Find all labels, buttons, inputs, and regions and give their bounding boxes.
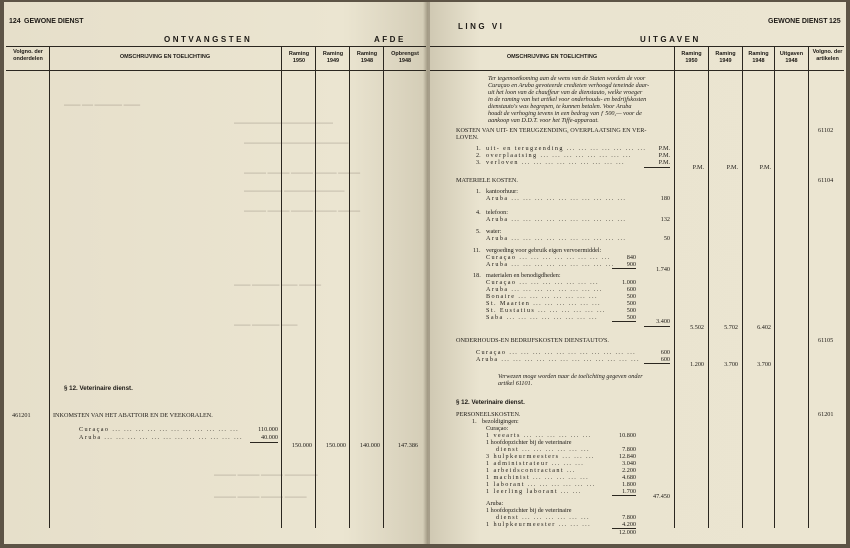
- materiele-line: Curaçao ... ... ... ... ... ... ...: [486, 279, 599, 286]
- col-header-raming-1949: Raming 1949: [322, 51, 344, 64]
- right-page-number: 125: [829, 18, 841, 25]
- kosten-item-value: P.M.: [658, 152, 670, 159]
- value-raming-1948: 140.000: [359, 442, 380, 449]
- onderhoud-line-label: Curaçao: [476, 349, 507, 356]
- materiele-group-title: vergoeding voor gebruik eigen vervoermiddel:: [486, 247, 602, 254]
- right-page-title-start: LING VI: [458, 22, 505, 31]
- left-page-number: 124: [9, 18, 21, 25]
- personeel-line-label: 1 administrateur: [486, 460, 549, 467]
- personeel-line-label: 1 veearts: [486, 432, 521, 439]
- personeel-line: 1 hoofdopzichter bij de veterinaire: [486, 507, 572, 514]
- materiele-group-no: 1.: [476, 188, 481, 195]
- personeel-line-label: 1 arbeidscontractant: [486, 467, 564, 474]
- sum-rule: [612, 495, 636, 496]
- column-divider: [674, 46, 675, 528]
- onderhoud-raming-1950: 1.200: [690, 361, 704, 368]
- personeel-line: 1 machinist ... ... ... ... ...: [486, 474, 590, 481]
- materiele-line-value: 840: [626, 254, 636, 261]
- materiele-raming-1949: 5.702: [724, 324, 738, 331]
- column-divider: [349, 46, 350, 528]
- kosten-title-cont: LOVEN.: [456, 134, 479, 141]
- col-header-omschrijving: OMSCHRIJVING EN TOELICHTING: [119, 54, 211, 60]
- kosten-item-no: 3.: [476, 159, 481, 166]
- personeel-line: 1 administrateur ... ... ...: [486, 460, 585, 467]
- materiele-raming-1950: 5.502: [690, 324, 704, 331]
- intro-note-line: houdt de verhoging tevens in een bedrag van ƒ 500,— voor de: [488, 110, 642, 117]
- right-page-title: UITGAVEN: [640, 35, 701, 44]
- value-raming-1949: 150.000: [325, 442, 346, 449]
- kosten-article: 61102: [818, 127, 834, 134]
- personeel-line-value: 3.040: [622, 460, 636, 467]
- intro-note-line: in de raming van het artikel voor onderhouds- en bedrijfskosten: [488, 96, 647, 103]
- onderhoud-raming-1948: 3.700: [757, 361, 771, 368]
- personeel-line-label: dienst: [496, 514, 520, 521]
- materiele-line-label: Curaçao: [486, 254, 517, 261]
- personeel-line-label: 1 laborant: [486, 481, 525, 488]
- materiele-line-value: 1.000: [622, 279, 636, 286]
- col-header-raming-1950: Raming 1950: [288, 51, 310, 64]
- personeel-line: 1 veearts ... ... ... ... ... ...: [486, 432, 592, 439]
- materiele-line: Saba ... ... ... ... ... ... ... ...: [486, 314, 598, 321]
- onderhoud-article: 61105: [818, 337, 834, 344]
- materiele-line-label: Aruba: [486, 235, 509, 242]
- personeel-line-value: 10.800: [618, 432, 636, 439]
- kosten-item: uit- en terugzending ... ... ... ... ... ... ...: [486, 145, 647, 152]
- value-raming-1950: 150.000: [291, 442, 312, 449]
- line-amount: 110.000: [258, 426, 278, 433]
- onderhoud-note: Verwezen moge worden naar de toelichting gegeven onder: [498, 373, 643, 380]
- intro-note-line: Curaçao en Aruba gevoteerde credieten verhoogd teneinde daar-: [488, 82, 650, 89]
- personeel-line-value: 2.200: [622, 467, 636, 474]
- onderhoud-line-label: Aruba: [476, 356, 499, 363]
- table-top-rule: [430, 46, 844, 47]
- kosten-item-label: uit- en terugzending: [486, 145, 564, 152]
- personeel-line-value: 4.200: [622, 521, 636, 528]
- materiele-title: MATERIELE KOSTEN.: [456, 177, 518, 184]
- intro-note-line: aankoop van D.D.T. voor het Tiffe-apparaat.: [488, 117, 599, 124]
- book-spread: [4, 2, 846, 544]
- materiele-group-total: 3.400: [656, 318, 670, 325]
- kosten-raming-1948: P.M.: [759, 164, 771, 171]
- materiele-line-value: 180: [660, 195, 670, 202]
- line-label: Aruba: [79, 434, 102, 441]
- section-heading: § 12. Veterinaire dienst.: [456, 399, 525, 406]
- personeel-region-total: 47.450: [652, 493, 670, 500]
- materiele-line-label: Aruba: [486, 195, 509, 202]
- sum-rule: [612, 321, 636, 322]
- kosten-item-value: P.M.: [658, 159, 670, 166]
- table-top-rule: [6, 46, 426, 47]
- materiele-line-value: 600: [626, 286, 636, 293]
- materiele-line-value: 900: [626, 261, 636, 268]
- kosten-item-label: verloven: [486, 159, 519, 166]
- personeel-line: 3 hulpkeurmeesters ... ... ...: [486, 453, 595, 460]
- column-divider: [742, 46, 743, 528]
- materiele-line: Aruba ... ... ... ... ... ... ... ...: [486, 286, 603, 293]
- materiele-group-no: 5.: [476, 228, 481, 235]
- materiele-article: 61104: [818, 177, 834, 184]
- personeel-line-value: 12.840: [618, 453, 636, 460]
- intro-note-line: Ter tegemoetkoming aan de wens van de Staten worden de voor: [488, 75, 646, 82]
- kosten-item-no: 1.: [476, 145, 481, 152]
- materiele-line: St. Eustatius ... ... ... ... ... ...: [486, 307, 606, 314]
- kosten-item-no: 2.: [476, 152, 481, 159]
- personeel-line-value: 7.800: [622, 514, 636, 521]
- materiele-line-value: 500: [626, 314, 636, 321]
- col-header-raming-1949: Raming 1949: [715, 51, 736, 64]
- materiele-line: Aruba ... ... ... ... ... ... ... ... ... ...: [486, 195, 627, 202]
- col-header-raming-1948: Raming 1948: [356, 51, 378, 64]
- personeel-region-title: Aruba:: [486, 500, 504, 507]
- value-opbrengst-1948: 147.386: [397, 442, 418, 449]
- personeel-line: 1 leerling laborant ... ...: [486, 488, 582, 495]
- materiele-line-label: Aruba: [486, 261, 509, 268]
- personeel-sub-title: bezoldigingen:: [482, 418, 519, 425]
- materiele-line: Aruba ... ... ... ... ... ... ... ... ... ...: [486, 216, 627, 223]
- materiele-line: Curaçao ... ... ... ... ... ... ... ...: [486, 254, 611, 261]
- line-item: Curaçao ... ... ... ... ... ... ... ... ... ... ...: [79, 426, 240, 433]
- kosten-raming-1950: P.M.: [692, 164, 704, 171]
- materiele-line-value: 500: [626, 300, 636, 307]
- col-header-uitgaven-1948: Uitgaven 1948: [779, 51, 804, 64]
- col-header-opbrengst-1948: Opbrengst 1948: [391, 51, 419, 64]
- column-divider: [49, 46, 50, 528]
- personeel-line-value: 4.680: [622, 474, 636, 481]
- personeel-sub-no: 1.: [472, 418, 477, 425]
- line-amount: 40.000: [260, 434, 278, 441]
- materiele-line-value: 50: [663, 235, 670, 242]
- onderhoud-line-value: 600: [660, 356, 670, 363]
- onderhoud-title: ONDERHOUDS-EN BEDRIJFSKOSTEN DIENSTAUTO'S.: [456, 337, 609, 344]
- personeel-line: 1 laborant ... ... ... ... ... ...: [486, 481, 596, 488]
- personeel-line-value: 1.700: [622, 488, 636, 495]
- onderhoud-line-value: 600: [660, 349, 670, 356]
- left-page-title: ONTVANGSTEN: [164, 35, 253, 44]
- materiele-raming-1948: 6.402: [757, 324, 771, 331]
- sum-rule: [612, 268, 636, 269]
- col-header-raming-1950: Raming 1950: [681, 51, 702, 64]
- item-volgno: 461201: [12, 412, 31, 419]
- materiele-line: Bonaire ... ... ... ... ... ... ...: [486, 293, 598, 300]
- col-header-omschrijving: OMSCHRIJVING EN TOELICHTING: [506, 54, 598, 60]
- personeel-line-label: 3 hulpkeurmeesters: [486, 453, 560, 460]
- materiele-line-value: 500: [626, 307, 636, 314]
- personeel-line-label: 1 machinist: [486, 474, 531, 481]
- materiele-line-label: Aruba: [486, 216, 509, 223]
- sum-rule: [644, 167, 670, 168]
- column-divider: [708, 46, 709, 528]
- personeel-line: dienst ... ... ... ... ... ...: [496, 514, 590, 521]
- materiele-group-no: 11.: [473, 247, 481, 254]
- column-divider: [774, 46, 775, 528]
- personeel-line-label: 1 hulpkeurmeester: [486, 521, 556, 528]
- materiele-line: Aruba ... ... ... ... ... ... ... ... ...: [486, 261, 615, 268]
- materiele-line-label: Saba: [486, 314, 504, 321]
- sum-rule: [250, 442, 278, 443]
- materiele-group-title: materialen en benodigdheden:: [486, 272, 561, 279]
- personeel-line-value: 7.800: [622, 446, 636, 453]
- table-header-rule: [430, 70, 844, 71]
- materiele-line-label: Curaçao: [486, 279, 517, 286]
- materiele-line: St. Maarten ... ... ... ... ... ...: [486, 300, 602, 307]
- table-header-rule: [6, 70, 426, 71]
- col-header-volgno: Volgno. der artikelen: [812, 49, 843, 62]
- materiele-line-label: Aruba: [486, 286, 509, 293]
- personeel-line: dienst ... ... ... ... ... ...: [496, 446, 590, 453]
- right-running-head: GEWONE DIENST: [768, 18, 828, 25]
- materiele-line-label: St. Eustatius: [486, 307, 536, 314]
- col-header-volgno: Volgno. der onderdelen: [13, 49, 43, 62]
- personeel-line: 1 arbeidscontractant ...: [486, 467, 576, 474]
- personeel-line-label: 1 leerling laborant: [486, 488, 558, 495]
- left-page-title-continued: AFDE: [374, 35, 406, 44]
- left-running-head: GEWONE DIENST: [24, 18, 84, 25]
- materiele-group-title: water:: [486, 228, 502, 235]
- line-item: Aruba ... ... ... ... ... ... ... ... ... ... ... ...: [79, 434, 243, 441]
- personeel-line: 1 hulpkeurmeester ... ... ...: [486, 521, 592, 528]
- kosten-title: KOSTEN VAN UIT- EN TERUGZENDING, OVERPLAATSING EN VER-: [456, 127, 647, 134]
- materiele-group-title: kantoorhuur:: [486, 188, 518, 195]
- item-description: INKOMSTEN VAN HET ABATTOIR EN DE VEEKORALEN.: [53, 412, 213, 419]
- materiele-line-value: 500: [626, 293, 636, 300]
- personeel-line: 1 hoofdopzichter bij de veterinaire: [486, 439, 572, 446]
- personeel-line-value: 1.800: [622, 481, 636, 488]
- sum-rule: [644, 363, 670, 364]
- right-page: [430, 2, 846, 544]
- kosten-item-label: overplaatsing: [486, 152, 538, 159]
- section-heading: § 12. Veterinaire dienst.: [64, 385, 133, 392]
- materiele-line: Aruba ... ... ... ... ... ... ... ... ... ...: [486, 235, 627, 242]
- personeel-region-total: 12.000: [618, 529, 636, 536]
- personeel-article: 61201: [818, 411, 834, 418]
- column-divider: [383, 46, 384, 528]
- materiele-line-label: St. Maarten: [486, 300, 531, 307]
- col-header-raming-1948: Raming 1948: [748, 51, 769, 64]
- column-divider: [808, 46, 809, 528]
- materiele-group-total: 1.740: [656, 266, 670, 273]
- kosten-item: verloven ... ... ... ... ... ... ... ... ...: [486, 159, 625, 166]
- personeel-title: PERSONEELSKOSTEN.: [456, 411, 521, 418]
- materiele-group-no: 18.: [473, 272, 481, 279]
- kosten-item: overplaatsing ... ... ... ... ... ... ... ...: [486, 152, 632, 159]
- onderhoud-raming-1949: 3.700: [724, 361, 738, 368]
- sum-rule: [644, 326, 670, 327]
- materiele-line-value: 132: [660, 216, 670, 223]
- line-label: Curaçao: [79, 426, 110, 433]
- onderhoud-note-cont: artikel 61101.: [498, 380, 533, 387]
- personeel-line-label: dienst: [496, 446, 520, 453]
- intro-note-line: uit het loon van de chauffeur van de dienstauto, welke vroeger: [488, 89, 643, 96]
- intro-note-line: dienstauto's was begrepen, te kunnen betalen. Voor Aruba: [488, 103, 632, 110]
- kosten-item-value: P.M.: [658, 145, 670, 152]
- materiele-group-no: 4.: [476, 209, 481, 216]
- left-page: 124 GEWONE DIENST ONTVANGSTEN AFDE Volgno. der onderdelen OMSCHRIJVING EN TOELICHTING Raming 1950 Raming 1949 Raming 1948 Opbrengst 1948 ▬▬▬ ▬▬ ▬▬▬▬▬ ▬▬▬ ▬▬▬▬▬▬▬▬▬▬▬▬▬▬▬▬▬▬ ▬▬▬▬▬▬▬▬▬▬▬▬▬▬▬▬▬▬▬ ▬▬▬▬ ▬▬▬▬ ▬▬▬▬ ▬▬▬▬ ▬▬▬▬ ▬▬▬▬▬▬▬ ▬▬▬▬▬▬▬▬▬▬▬ ▬▬▬▬ ▬▬▬▬ ▬▬▬▬ ▬▬▬▬ ▬▬▬▬ ▬▬▬ ▬▬▬▬▬ ▬▬▬ ▬▬▬▬ ▬▬▬ ▬▬▬▬▬ ▬▬▬ ▬▬▬▬ ▬▬▬▬ ▬▬▬▬ ▬▬▬▬▬▬ ▬▬▬▬ ▬▬▬▬ ▬▬▬▬ ▬▬▬▬ § 12. Veterinaire dienst. 461201 INKOMSTEN VAN HET ABATTOIR EN DE VEEKORALEN. Curaçao ... ... ... ... ... ... ... ... ... ... ... 110.000 Aruba ... ... ... ... ... ... ... ... ... ... ... ... 40.000 150.000 150.000 140.000 147.386: [4, 2, 428, 544]
- materiele-group-title: telefoon:: [486, 209, 508, 216]
- materiele-line-label: Bonaire: [486, 293, 516, 300]
- kosten-raming-1949: P.M.: [726, 164, 738, 171]
- onderhoud-line: Aruba ... ... ... ... ... ... ... ... ... ... ... ...: [476, 356, 640, 363]
- onderhoud-line: Curaçao ... ... ... ... ... ... ... ... ... ... ...: [476, 349, 637, 356]
- personeel-region-title: Curaçao:: [486, 425, 509, 432]
